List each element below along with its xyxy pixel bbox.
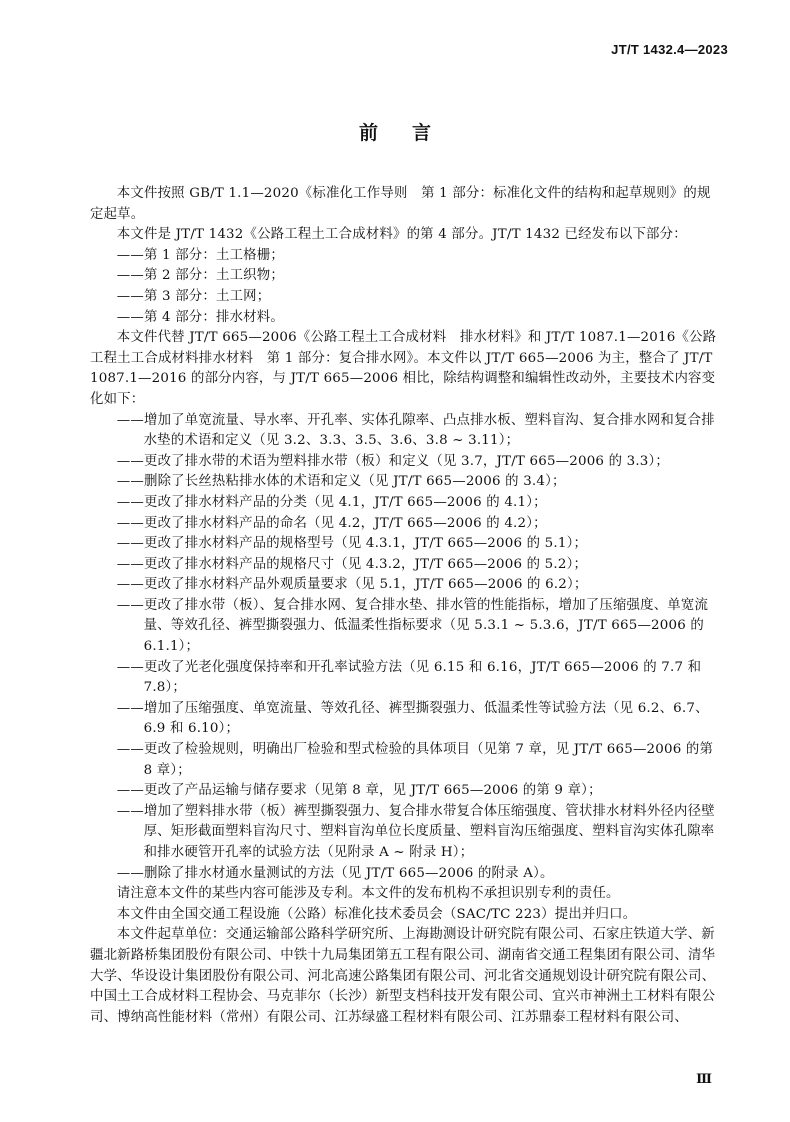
- paragraph-patent-notice: 请注意本文件的某些内容可能涉及专利。本文件的发布机构不承担识别专利的责任。: [116, 886, 620, 902]
- list-item-change: ——更改了排水材料产品的规格尺寸（见 4.3.2，JT/T 665—2006 的 5.2）；: [116, 556, 588, 572]
- page-number: Ⅲ: [696, 1072, 712, 1087]
- list-item-change: ——删除了排水材通水量测试的方法（见 JT/T 665—2006 的附录 A）。: [116, 865, 554, 881]
- list-item-change: ——更改了排水材料产品的规格型号（见 4.3.1，JT/T 665—2006 的 5.1）；: [116, 536, 588, 552]
- document-body: [90, 184, 723, 1028]
- paragraph-replacement: 本文件代替 JT/T 665—2006《公路工程土工合成材料 排水材料》和 JT/T 1087.1—2016《公路工程土工合成材料排水材料 第 1 部分：复合排水网》。本文件以 JT/T 665—2006 为主，整合了 JT/T 1087.1—2016 的部分内容，与 JT/T 665—2006 相比，除结构调整和编辑性改动外，主要技术内容变化如下：: [90, 330, 717, 407]
- list-item-part: ——第 1 部分：土工格栅；: [116, 247, 284, 263]
- list-item-change: ——更改了产品运输与储存要求（见第 8 章，见 JT/T 665—2006 的第 9 章）；: [116, 783, 602, 799]
- list-item-change: ——更改了排水材料产品外观质量要求（见 5.1，JT/T 665—2006 的 6.2）；: [116, 577, 588, 593]
- list-item-change: ——增加了塑料排水带（板）裤型撕裂强力、复合排水带复合体压缩强度、管状排水材料外径内径壁厚、矩形截面塑料盲沟尺寸、塑料盲沟单位长度质量、塑料盲沟压缩强度、塑料盲沟实体孔隙率和排水硬管开孔率的试验方法（见附录 A ~ 附录 H）；: [116, 803, 715, 860]
- paragraph-proposer: 本文件由全国交通工程设施（公路）标准化技术委员会（SAC/TC 223）提出并归口。: [116, 906, 637, 922]
- list-item-change: ——更改了检验规则，明确出厂检验和型式检验的具体项目（见第 7 章，见 JT/T 665—2006 的第 8 章）；: [116, 742, 714, 778]
- list-item-change: ——删除了长丝热粘排水体的术语和定义（见 JT/T 665—2006 的 3.4）；: [116, 474, 566, 490]
- page-title: 前言: [358, 122, 465, 144]
- standard-code: JT/T 1432.4—2023: [611, 42, 728, 57]
- paragraph-drafting-rules: 本文件按照 GB/T 1.1—2020《标准化工作导则 第 1 部分：标准化文件的结构和起草规则》的规定起草。: [90, 186, 711, 222]
- list-item-change: ——增加了单宽流量、导水率、开孔率、实体孔隙率、凸点排水板、塑料盲沟、复合排水网和复合排水垫的术语和定义（见 3.2、3.3、3.5、3.6、3.8 ~ 3.11）；: [116, 412, 715, 449]
- paragraph-series-intro: 本文件是 JT/T 1432《公路工程土工合成材料》的第 4 部分。JT/T 1432 已经发布以下部分：: [116, 227, 687, 243]
- list-item-change: ——更改了光老化强度保持率和开孔率试验方法（见 6.15 和 6.16，JT/T 665—2006 的 7.7 和 7.8）；: [116, 659, 702, 696]
- list-item-part: ——第 3 部分：土工网；: [116, 288, 271, 304]
- list-item-change: ——更改了排水带的术语为塑料排水带（板）和定义（见 3.7，JT/T 665—2006 的 3.3）；: [116, 453, 670, 469]
- list-item-change: ——更改了排水带（板）、复合排水网、复合排水垫、排水管的性能指标，增加了压缩强度、单宽流量、等效孔径、裤型撕裂强力、低温柔性指标要求（见 5.3.1 ~ 5.3.6，JT/T 665—2006 的 6.1.1）；: [116, 597, 709, 655]
- list-item-change: ——增加了压缩强度、单宽流量、等效孔径、裤型撕裂强力、低温柔性等试验方法（见 6.2、6.7、6.9 和 6.10）；: [116, 700, 709, 737]
- list-item-change: ——更改了排水材料产品的分类（见 4.1，JT/T 665—2006 的 4.1）；: [116, 494, 547, 510]
- paragraph-drafting-units: 本文件起草单位：交通运输部公路科学研究所、上海勘测设计研究院有限公司、石家庄铁道大学、新疆北新路桥集团股份有限公司、中铁十九局集团第五工程有限公司、湖南省交通工程集团有限公司、清华大学、华设设计集团股份有限公司、河北高速公路集团有限公司、河北省交通规划设计研究院有限公司、中国土工合成材料工程协会、马克菲尔（长沙）新型支档科技开发有限公司、宜兴市神洲土工材料有限公司、博纳高性能材料（常州）有限公司、江苏绿盛工程材料有限公司、江苏鼎泰工程材料有限公司、: [90, 927, 716, 1025]
- list-item-part: ——第 2 部分：土工织物；: [116, 268, 284, 284]
- list-item-part: ——第 4 部分：排水材料。: [116, 309, 284, 325]
- list-item-change: ——更改了排水材料产品的命名（见 4.2，JT/T 665—2006 的 4.2）；: [116, 515, 547, 531]
